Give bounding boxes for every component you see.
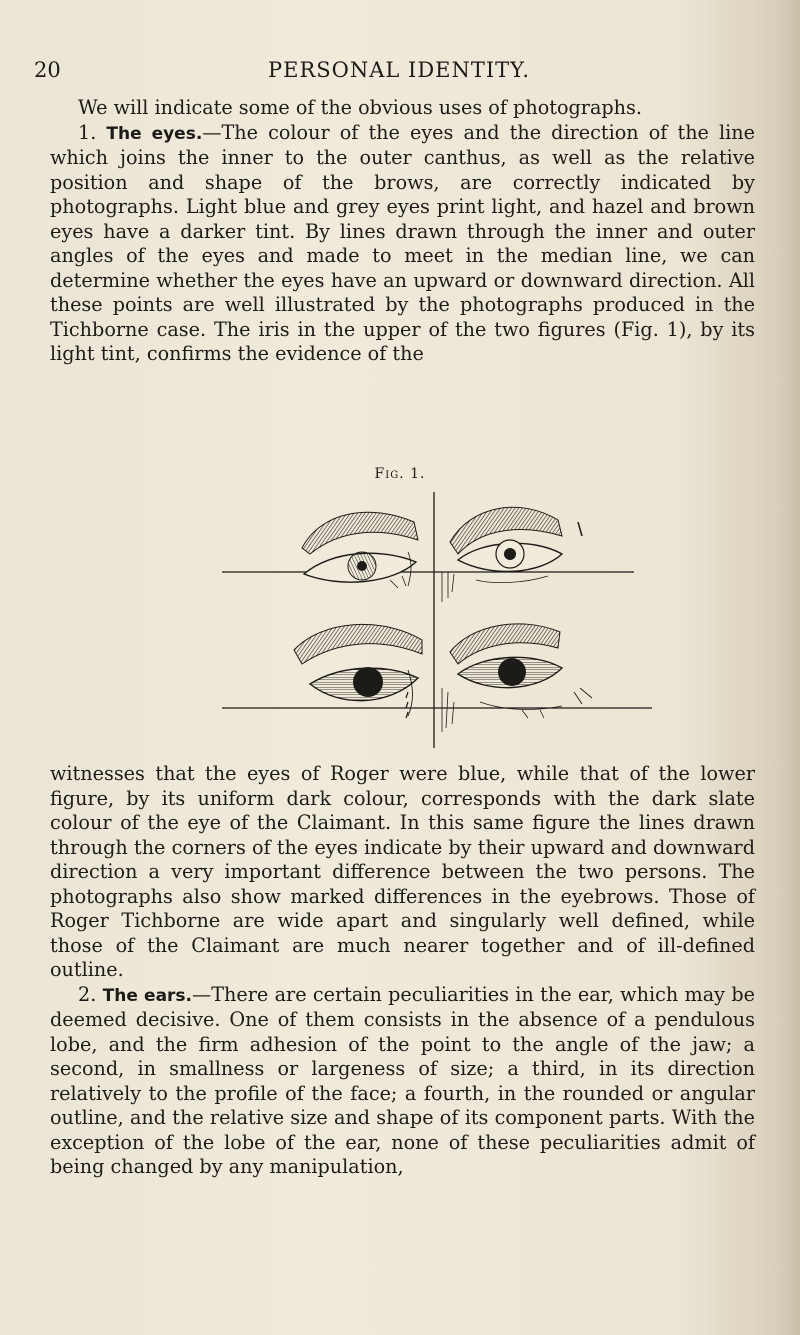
eyes-text: —The colour of the eyes and the direction of the line which joins the inner to the outer canthus, as well as the relative position and shape of the brows, are correctly indicated by photographs. Light blue and grey eyes print light, and hazel and brown eyes have a darker tint. By lines drawn through the inner and outer angles of the eyes and made to meet in the median line, we can determine whether the eyes have an upward or downward direction. All these points are well illustrated by the photographs produced in the Tichborne case. The iris in the upper of the two figures (Fig. 1), by its light tint, confirms the evidence of the	[50, 120, 755, 365]
running-title: PERSONAL IDENTITY.	[267, 58, 530, 82]
intro-paragraph: We will indicate some of the obvious uses of photographs.	[78, 96, 642, 119]
ears-number: 2.	[78, 982, 97, 1006]
page-number: 20	[34, 58, 61, 82]
figure-eyes-illustration	[222, 492, 652, 748]
lower-left-iris	[353, 667, 383, 697]
eyes-heading: The eyes.	[106, 123, 203, 144]
text-block-upper	[50, 96, 755, 367]
eyes-number: 1.	[78, 120, 97, 144]
lower-right-iris	[498, 658, 526, 686]
ears-paragraph	[50, 983, 755, 1180]
figure-caption: Fig. 1.	[374, 466, 426, 482]
ears-text: —There are certain peculiarities in the ear, which may be deemed decisive. One of them consists in the absence of a pendulous lobe, and the firm adhesion of the point to the angle of the jaw; a second, in smallness or largeness of size; a third, in its direction relatively to the profile of the face; a fourth, in the rounded or angular outline, and the relative size and shape of its component parts. With the exception of the lobe of the ear, none of these peculiarities admit of being changed by any manipulation,	[50, 982, 755, 1178]
text-block-lower	[50, 762, 755, 1180]
continuation-paragraph: witnesses that the eyes of Roger were blue, while that of the lower figure, by its uniform dark colour, corresponds with the dark slate colour of the eye of the Claimant. In this same figure the lines drawn through the corners of the eyes indicate by their upward and downward direction a very important difference between the two persons. The photographs also show marked differences in the eyebrows. Those of Roger Tichborne are wide apart and singularly well defined, while those of the Claimant are much nearer together and of ill-defined outline.	[50, 762, 755, 981]
ears-heading: The ears.	[102, 985, 193, 1006]
page-header	[34, 58, 764, 88]
upper-left-brow	[302, 512, 418, 554]
eyes-paragraph	[50, 121, 755, 367]
lower-left-brow	[294, 624, 422, 664]
eyes-engraving	[222, 492, 652, 748]
